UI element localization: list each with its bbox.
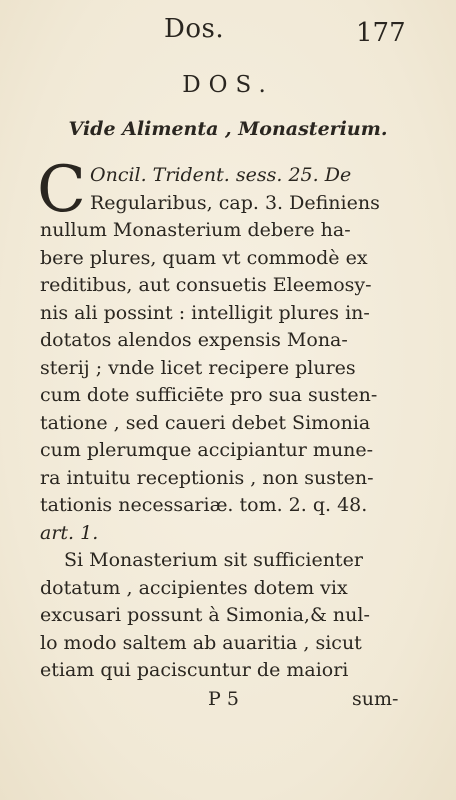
text-line: cum plerumque accipiantur mune- xyxy=(40,439,374,461)
text-line: tationis necessariæ. tom. 2. q. 48. xyxy=(40,494,368,516)
cross-reference: Vide Alimenta , Monasterium. xyxy=(68,118,388,140)
text-line: lo modo saltem ab auaritia , sicut xyxy=(40,631,362,654)
page-footer xyxy=(0,688,456,718)
text-line: bere plures, quam vt commodè ex xyxy=(40,246,368,269)
text-line: Si Monasterium sit sufficienter xyxy=(64,549,363,571)
text-line: dotatum , accipientes dotem vix xyxy=(40,576,348,599)
catchword: sum- xyxy=(352,688,399,710)
page-number: 177 xyxy=(356,18,406,48)
text-line: reditibus, aut consuetis Eleemosy- xyxy=(40,274,372,296)
text-line: cum dote sufficiēte pro sua susten- xyxy=(40,384,378,406)
running-head-title: Dos. xyxy=(164,14,225,44)
text-line: art. 1. xyxy=(40,521,99,544)
text-line: excusari possunt à Simonia,& nul- xyxy=(40,604,370,626)
text-line: Oncil. Trident. sess. 25. De xyxy=(90,164,352,186)
text-line: Regularibus, cap. 3. Definiens xyxy=(90,191,380,214)
text-line: nis ali possint : intelligit plures in- xyxy=(40,301,370,324)
text-line: tatione , sed caueri debet Simonia xyxy=(40,411,371,434)
body-text xyxy=(37,153,408,685)
text-line: nullum Monasterium debere ha- xyxy=(40,219,351,241)
section-heading: DOS. xyxy=(182,72,274,98)
text-line: dotatos alendos expensis Mona- xyxy=(40,329,348,351)
text-line: ra intuitu receptionis , non susten- xyxy=(40,466,374,489)
text-line: sterij ; vnde licet recipere plures xyxy=(40,356,356,379)
running-head xyxy=(0,14,456,54)
drop-cap: C xyxy=(37,153,86,227)
text-line: etiam qui paciscuntur de maiori xyxy=(40,659,349,681)
signature-mark: P 5 xyxy=(208,688,239,710)
